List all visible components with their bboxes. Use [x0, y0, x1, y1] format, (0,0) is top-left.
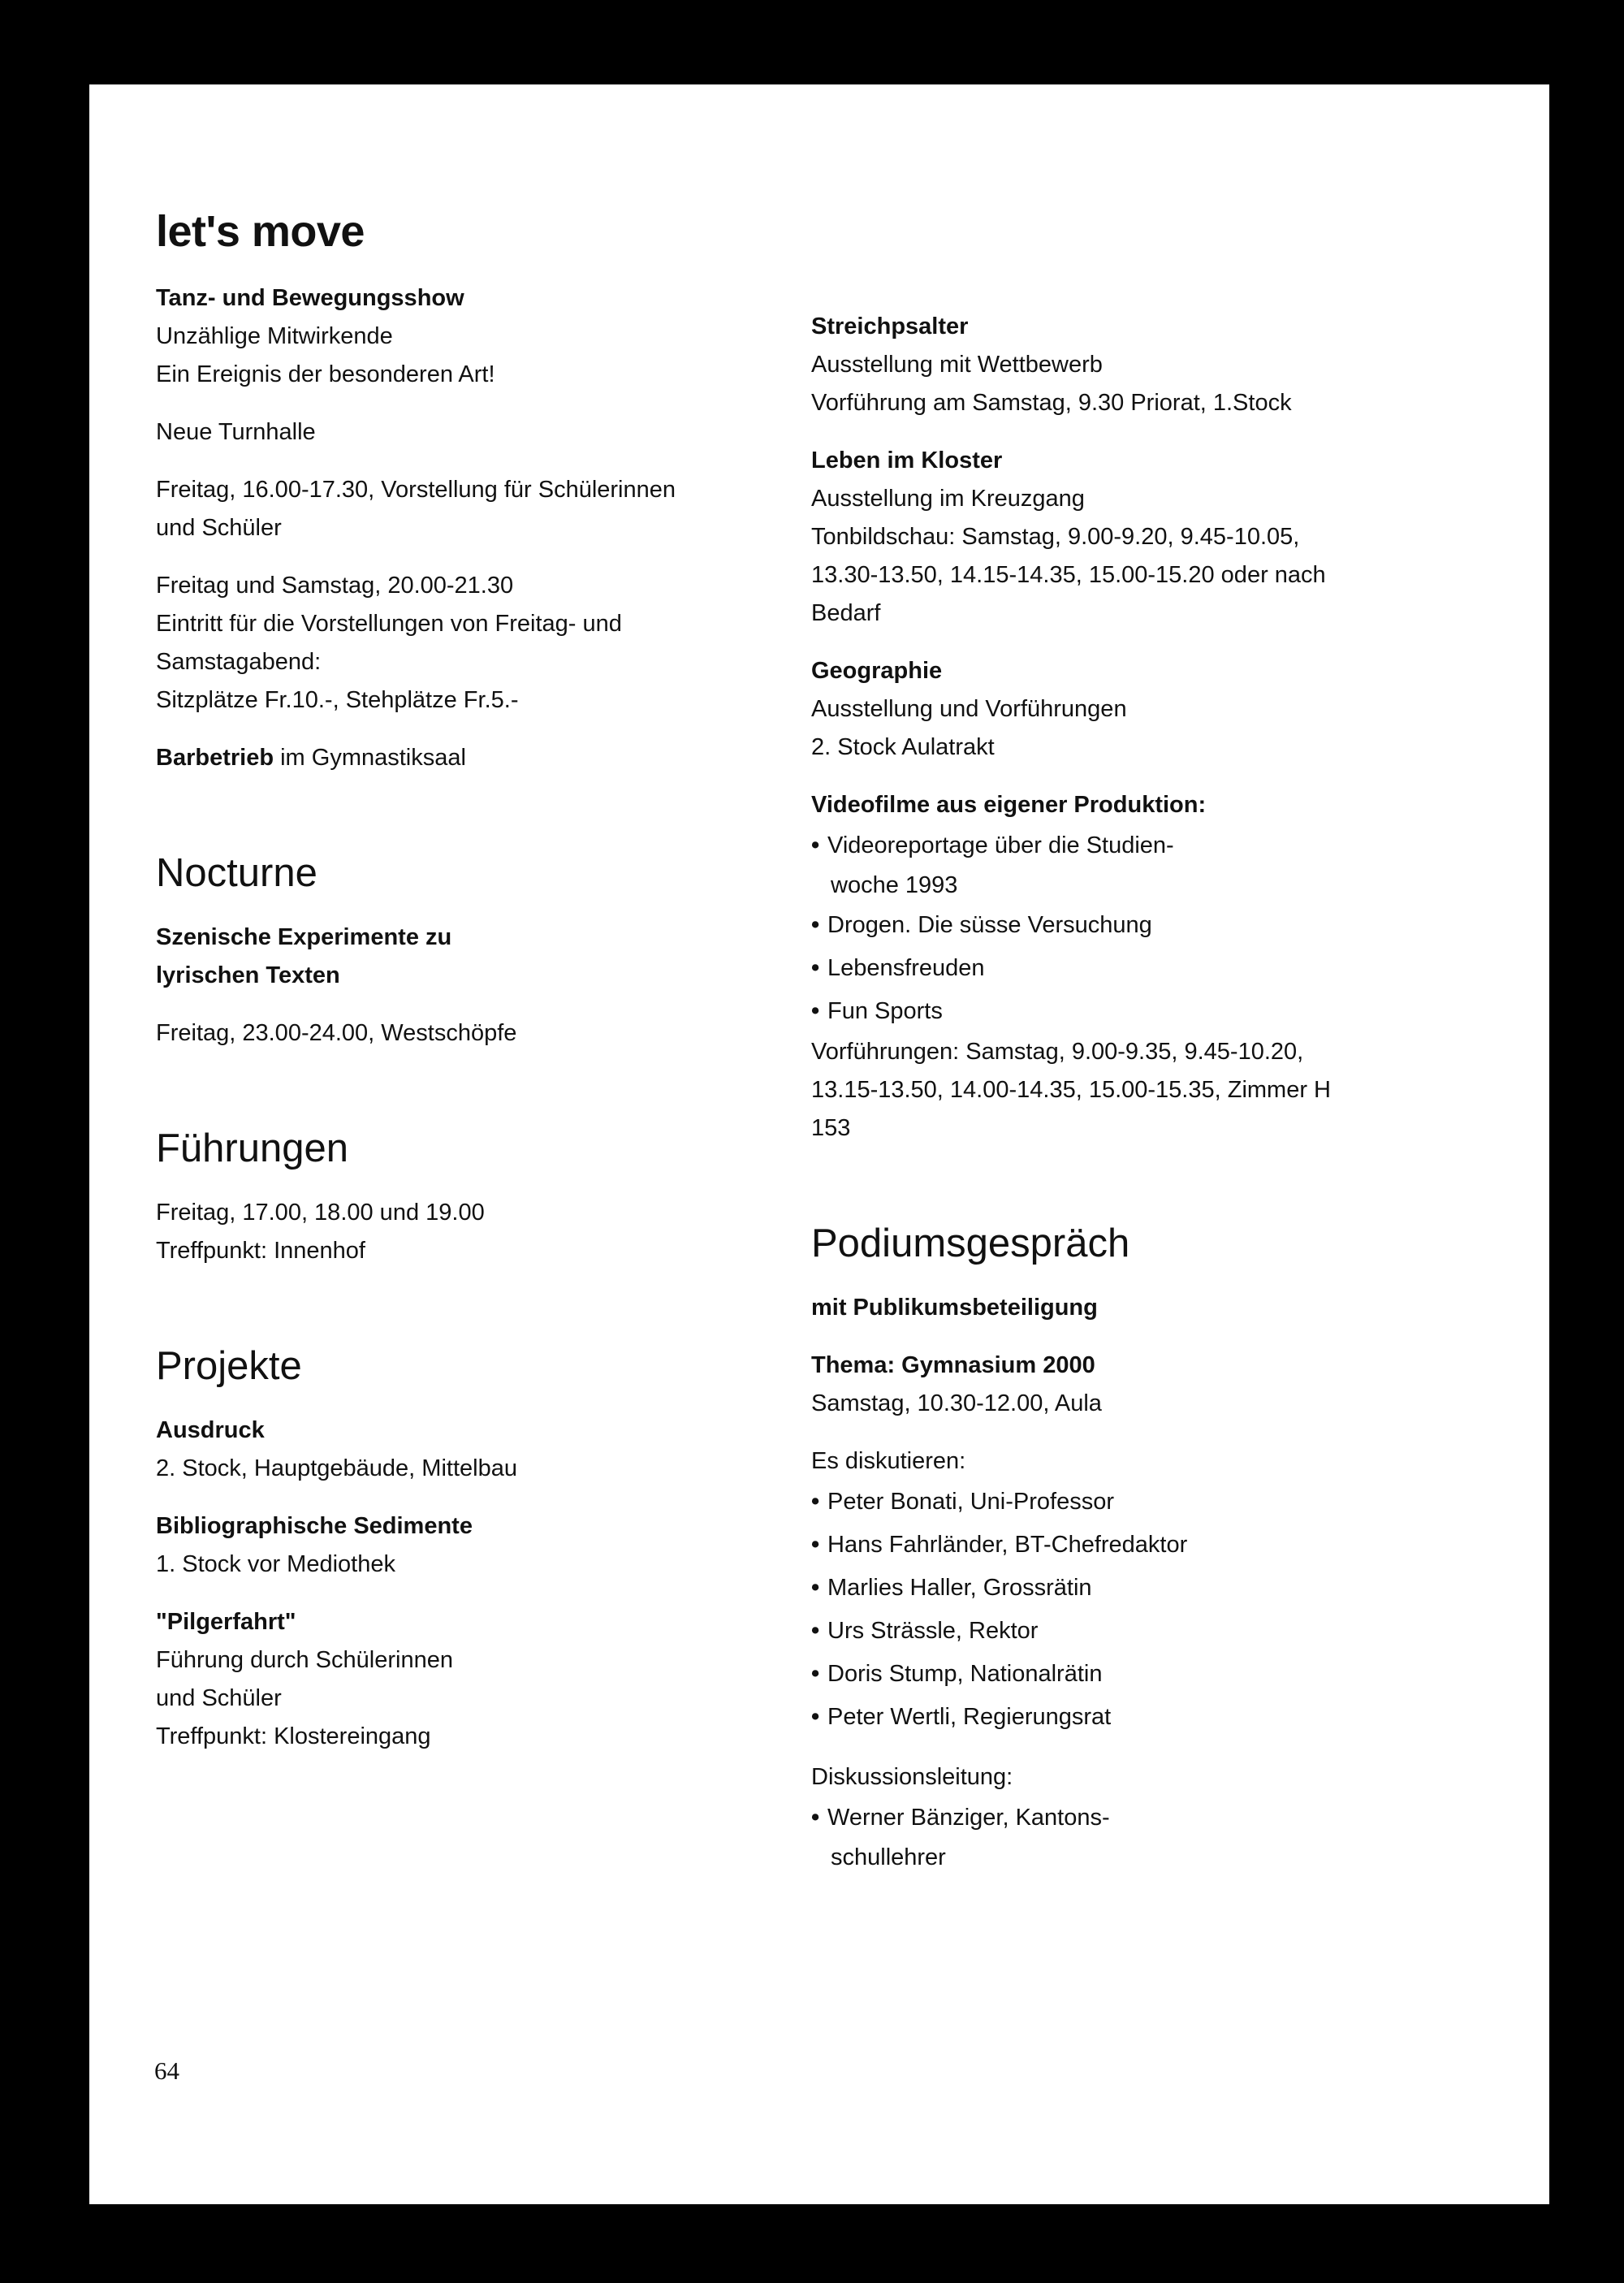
bullet-icon: •	[811, 1661, 820, 1687]
section-title-projekte: Projekte	[156, 1344, 302, 1388]
list-item: • Marlies Haller, Grossrätin	[811, 1567, 1477, 1610]
text-line: Sitzplätze Fr.10.-, Stehplätze Fr.5.-	[156, 687, 519, 713]
text-line: Eintritt für die Vorstellungen von Freitag- und	[156, 611, 622, 637]
text-line: Vorführung am Samstag, 9.30 Priorat, 1.Stock	[811, 390, 1292, 416]
subtitle-pilgerfahrt: "Pilgerfahrt"	[156, 1609, 296, 1635]
bullet-icon: •	[811, 832, 820, 858]
bullet-icon: •	[811, 1805, 820, 1831]
text-line: und Schüler	[156, 515, 282, 541]
text-line: 2. Stock Aulatrakt	[811, 734, 995, 760]
section-title-lets-move: let's move	[156, 207, 365, 256]
subtitle-ausdruck: Ausdruck	[156, 1417, 265, 1443]
list-item: • Peter Wertli, Regierungsrat	[811, 1696, 1477, 1739]
list-item: • Peter Bonati, Uni-Professor	[811, 1481, 1477, 1524]
list-item: • Videoreportage über die Studien-	[811, 824, 1477, 867]
list-item: • Doris Stump, Nationalrätin	[811, 1653, 1477, 1696]
list-item: • Lebensfreuden	[811, 947, 1477, 990]
subtitle-kloster: Leben im Kloster	[811, 448, 1003, 473]
bullet-icon: •	[811, 912, 820, 938]
bullet-icon: •	[811, 1618, 820, 1644]
subtitle-nocturne: Szenische Experimente zu	[156, 924, 452, 950]
list-item-continuation: woche 1993	[831, 872, 958, 898]
list-item: • Urs Strässle, Rektor	[811, 1610, 1477, 1653]
bullet-icon: •	[811, 1704, 820, 1730]
barbetrieb-rest: im Gymnastiksaal	[274, 745, 466, 771]
barbetrieb-bold: Barbetrieb	[156, 745, 274, 771]
text-line: Freitag und Samstag, 20.00-21.30	[156, 573, 514, 599]
text-line: Unzählige Mitwirkende	[156, 323, 393, 349]
bullet-icon: •	[811, 998, 820, 1024]
subtitle-videofilme: Videofilme aus eigener Produktion:	[811, 792, 1207, 818]
text-line: Ausstellung und Vorführungen	[811, 696, 1127, 722]
text-line: Diskussionsleitung:	[811, 1764, 1013, 1790]
section-title-fuehrungen: Führungen	[156, 1126, 349, 1170]
text-line: 1. Stock vor Mediothek	[156, 1551, 395, 1577]
barbetrieb-line	[156, 739, 822, 777]
right-column	[811, 308, 1477, 1876]
bullet-icon: •	[811, 955, 820, 981]
page-number: 64	[154, 2056, 179, 2085]
bullet-icon: •	[811, 1532, 820, 1558]
text-line: Bedarf	[811, 600, 881, 626]
subtitle-biblio: Bibliographische Sedimente	[156, 1513, 473, 1539]
text-line: Samstagabend:	[156, 649, 322, 675]
text-line: Ein Ereignis der besonderen Art!	[156, 361, 495, 387]
text-line: Ausstellung mit Wettbewerb	[811, 352, 1103, 378]
list-item-continuation: schullehrer	[831, 1844, 946, 1870]
text-line: Samstag, 10.30-12.00, Aula	[811, 1390, 1102, 1416]
bullet-icon: •	[811, 1575, 820, 1601]
text-line: Es diskutieren:	[811, 1448, 966, 1474]
list-item: • Drogen. Die süsse Versuchung	[811, 904, 1477, 947]
text-line: 2. Stock, Hauptgebäude, Mittelbau	[156, 1455, 517, 1481]
bullet-icon: •	[811, 1489, 820, 1515]
subtitle-thema: Thema: Gymnasium 2000	[811, 1352, 1095, 1378]
subtitle-tanz: Tanz- und Bewegungsshow	[156, 285, 464, 311]
list-item: • Hans Fahrländer, BT-Chefredaktor	[811, 1524, 1477, 1567]
text-line: Vorführungen: Samstag, 9.00-9.35, 9.45-10.20,	[811, 1039, 1304, 1065]
section-title-podium: Podiumsgespräch	[811, 1221, 1130, 1265]
text-line: Treffpunkt: Klostereingang	[156, 1723, 431, 1749]
text-line: Tonbildschau: Samstag, 9.00-9.20, 9.45-10.05,	[811, 524, 1300, 550]
section-title-nocturne: Nocturne	[156, 851, 317, 895]
left-column	[156, 206, 822, 1756]
text-line: Treffpunkt: Innenhof	[156, 1238, 365, 1264]
text-line: Führung durch Schülerinnen	[156, 1647, 453, 1673]
subtitle-geographie: Geographie	[811, 658, 943, 684]
text-line: und Schüler	[156, 1685, 282, 1711]
text-line: Freitag, 16.00-17.30, Vorstellung für Schülerinnen	[156, 477, 676, 503]
subtitle-nocturne: lyrischen Texten	[156, 962, 340, 988]
text-line: 13.30-13.50, 14.15-14.35, 15.00-15.20 oder nach	[811, 562, 1326, 588]
document-page	[89, 84, 1549, 2204]
list-item: • Fun Sports	[811, 990, 1477, 1033]
list-item: • Werner Bänziger, Kantons-	[811, 1797, 1477, 1840]
text-line: Freitag, 17.00, 18.00 und 19.00	[156, 1200, 485, 1226]
text-line: 13.15-13.50, 14.00-14.35, 15.00-15.35, Zimmer H	[811, 1077, 1331, 1103]
subtitle-streichpsalter: Streichpsalter	[811, 313, 969, 339]
text-line: Neue Turnhalle	[156, 419, 316, 445]
text-line: Ausstellung im Kreuzgang	[811, 486, 1085, 512]
text-line: 153	[811, 1115, 851, 1141]
text-line: Freitag, 23.00-24.00, Westschöpfe	[156, 1020, 517, 1046]
subtitle-publikum: mit Publikumsbeteiligung	[811, 1295, 1098, 1321]
